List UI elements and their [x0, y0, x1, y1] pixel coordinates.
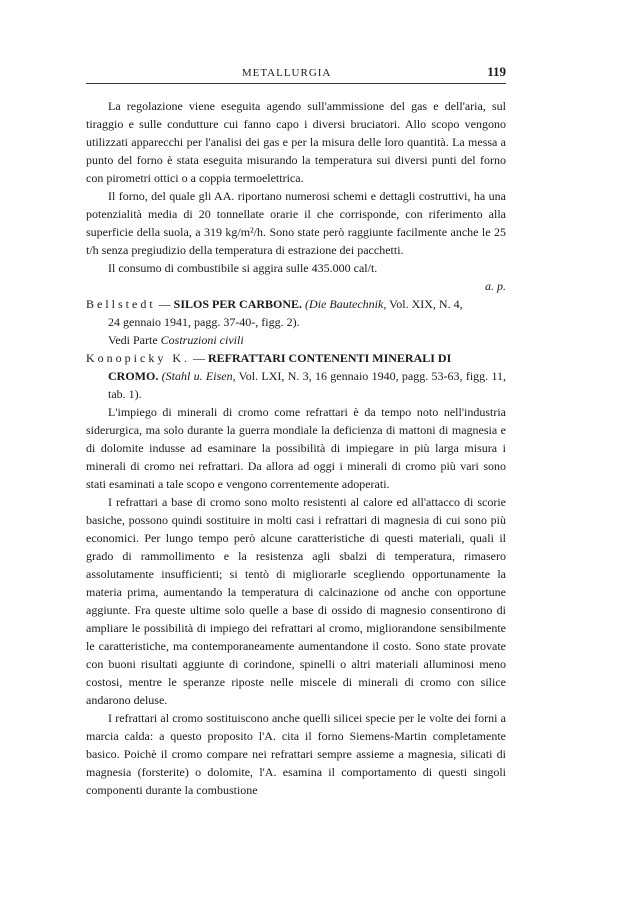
paragraph: Il forno, del quale gli AA. riportano numerosi schemi e dettagli costruttivi, ha una potenzialità media di 20 tonnellate orarie il che corrisponde, con riferimento alla superficie della suola, a 319 kg/m²/h. Sono state però raggiunte facilmente anche le 25 t/h senza pregiudizio della temperatura di estrazione dei pacchetti. — [86, 189, 506, 257]
paragraph: I refrattari al cromo sostituiscono anche quelli silicei specie per le volte dei forni a marcia calda: a questo proposito l'A. cita il forno Siemens-Martin completamente basico. Poichè il cromo compare nei refrattari sempre assieme a magnesia, silicati di magnesia (forsterite) o dolomite, l'A. esamina il comportamento di questi singoli componenti durante la combustione — [86, 711, 506, 797]
page-header — [86, 64, 506, 80]
header-rule — [86, 83, 506, 84]
bibliographic-entry-bellstedt — [86, 295, 506, 331]
entry-title: REFRATTARI CONTENENTI MINERALI DI — [208, 351, 452, 365]
entry-author: Konopicky K. — [86, 351, 190, 365]
paragraph: La regolazione viene eseguita agendo sull'ammissione del gas e dell'aria, sul tiraggio e sulle condutture cui fanno capo i diversi bruciatori. Allo scopo vengono utilizzati apparecchi per l'analisi dei gas e per la misura delle loro quantità. La messa a punto del forno è stata eseguita misurando la temperatura sui diversi punti del forno con pirometri ottici o a coppia termoelettrica. — [86, 99, 506, 185]
entry-author: Bellstedt — [86, 297, 156, 311]
paragraph: I refrattari a base di cromo sono molto resistenti al calore ed all'attacco di scorie basiche, possono quindi sostituire in molti casi i refrattari di magnesia di cui sono più economici. Per lungo tempo però alcune caratteristiche di questi materiali, quali il grado di rammollimento e la resistenza agli sbalzi di temperatura, rimasero assolutamente insufficienti; si tentò di migliorarle scegliendo opportunamente la materia prima, aumentando la temperatura di calcinazione od anche con opportune aggiunte. Fra queste ultime solo quelle a base di ossido di magnesio consentirono di ampliare le possibilità di impiego dei refrattari al cromo, migliorandone sensibilmente le caratteristiche, ma contemporaneamente aumentandone il costo. Sono state provate con buoni risultati aggiunte di corindone, spinelli o altri materiali alluminosi meno costosi, mentre le speranze riposte nelle miscele di minerali di cromo con silice andarono deluse. — [86, 495, 506, 707]
entry-title: SILOS PER CARBONE. — [173, 297, 303, 311]
cross-reference — [86, 331, 506, 349]
paragraph: Il consumo di combustibile si aggira sulle 435.000 cal/t. — [108, 261, 378, 275]
entry-dash: — — [155, 297, 174, 311]
paragraph: L'impiego di minerali di cromo come refrattari è da tempo noto nell'industria siderurgica, ma solo durante la guerra mondiale la deficienza di mattoni di magnesia e di dolomite indusse ad esaminare la possibilità di impiegare in più larga misura i minerali di cromo nei refrattari. Da allora ad oggi i minerali di cromo più vari sono stati esaminati a tale scopo e vengono correntemente adoperati. — [86, 405, 506, 491]
entry-reference: Vol. XIX, N. 4, — [386, 297, 463, 311]
entry-second-line — [86, 367, 506, 403]
entry-journal: (Die Bautechnik, — [305, 297, 387, 311]
cross-reference-target: Costruzioni civili — [160, 333, 244, 347]
abstract-signature: a. p. — [485, 279, 506, 293]
running-head: METALLURGIA — [241, 67, 332, 79]
bibliographic-entry-konopicky — [86, 349, 506, 403]
entry-title-line2: CROMO. — [108, 369, 159, 383]
entry-journal: (Stahl u. Eisen, — [161, 369, 236, 383]
entry-dash: — — [190, 351, 208, 365]
cross-reference-prefix: Vedi Parte — [108, 333, 161, 347]
page-body — [86, 97, 506, 799]
page-number: 119 — [487, 64, 506, 79]
entry-reference: Vol. LXI, N. 3, 16 gennaio 1940, pagg. 53-63, figg. 11, tab. 1). — [108, 369, 507, 401]
entry-reference-line2: 24 gennaio 1941, pagg. 37-40-, figg. 2). — [108, 315, 300, 329]
